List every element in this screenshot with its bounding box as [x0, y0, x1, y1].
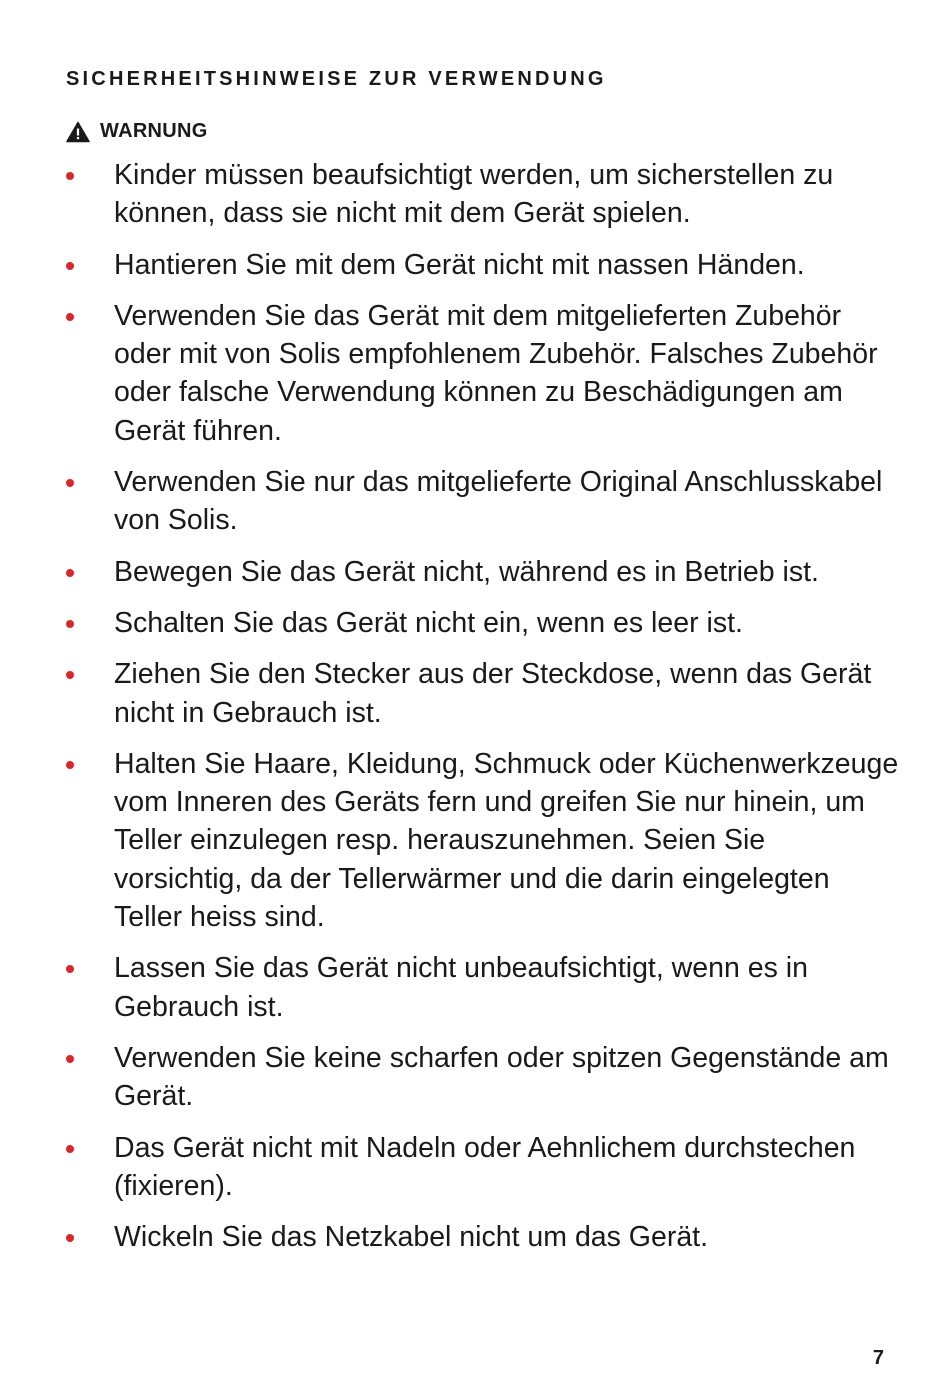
list-item-text: Bewegen Sie das Gerät nicht, während es in Betrieb ist. [114, 555, 819, 588]
list-item [0, 1129, 950, 1206]
list-item-text: Hantieren Sie mit dem Gerät nicht mit nassen Händen. [114, 248, 805, 281]
list-item [0, 745, 950, 936]
list-item-text: Kinder müssen beaufsichtigt werden, um sicherstellen zu können, dass sie nicht mit dem Gerät spielen. [114, 159, 834, 230]
list-item [0, 655, 950, 732]
safety-instructions-list [0, 156, 950, 1269]
list-item-text: Lassen Sie das Gerät nicht unbeaufsichtigt, wenn es in Gebrauch ist. [114, 952, 808, 1023]
warning-triangle-icon [66, 121, 90, 143]
list-item-text: Verwenden Sie nur das mitgelieferte Original Anschlusskabel von Solis. [114, 466, 883, 537]
bullet-icon [66, 479, 74, 487]
warning-label: WARNUNG [100, 120, 208, 142]
list-item [0, 553, 950, 591]
list-item [0, 463, 950, 540]
bullet-icon [66, 1145, 74, 1153]
list-item-text: Das Gerät nicht mit Nadeln oder Aehnlichem durchstechen (fixieren). [114, 1131, 856, 1202]
list-item-text: Ziehen Sie den Stecker aus der Steckdose, wenn das Gerät nicht in Gebrauch ist. [114, 658, 872, 729]
list-item-text: Verwenden Sie das Gerät mit dem mitgelieferten Zubehör oder mit von Solis empfohlenem Zubehör. Falsches Zubehör oder falsche Verwendung können zu Beschädigungen am Gerät führen. [114, 299, 878, 447]
warning-header [66, 120, 208, 143]
list-item [0, 604, 950, 642]
list-item-text: Wickeln Sie das Netzkabel nicht um das Gerät. [114, 1221, 709, 1254]
list-item-text: Halten Sie Haare, Kleidung, Schmuck oder Küchenwerkzeuge vom Inneren des Geräts fern und greifen Sie nur hinein, um Teller einzulegen resp. herauszunehmen. Seien Sie vorsichtig, da der Tellerwärmer und die darin eingelegten Teller heiss sind. [114, 747, 899, 934]
bullet-icon [66, 761, 74, 769]
list-item [0, 949, 950, 1026]
bullet-icon [66, 1055, 74, 1063]
bullet-icon [66, 671, 74, 679]
bullet-icon [66, 620, 74, 628]
list-item-text: Verwenden Sie keine scharfen oder spitzen Gegenstände am Gerät. [114, 1041, 889, 1113]
list-item [0, 246, 950, 284]
bullet-icon [66, 262, 74, 270]
bullet-icon [66, 965, 74, 973]
list-item-text: Schalten Sie das Gerät nicht ein, wenn es leer ist. [114, 606, 743, 639]
list-item [0, 156, 950, 233]
page-number: 7 [872, 1347, 884, 1369]
bullet-icon [66, 172, 74, 180]
bullet-icon [66, 569, 74, 577]
list-item [0, 1039, 950, 1116]
list-item [0, 1218, 950, 1256]
section-title: SICHERHEITSHINWEISE ZUR VERWENDUNG [66, 68, 607, 90]
bullet-icon [66, 313, 74, 321]
list-item [0, 297, 950, 450]
bullet-icon [66, 1234, 74, 1242]
